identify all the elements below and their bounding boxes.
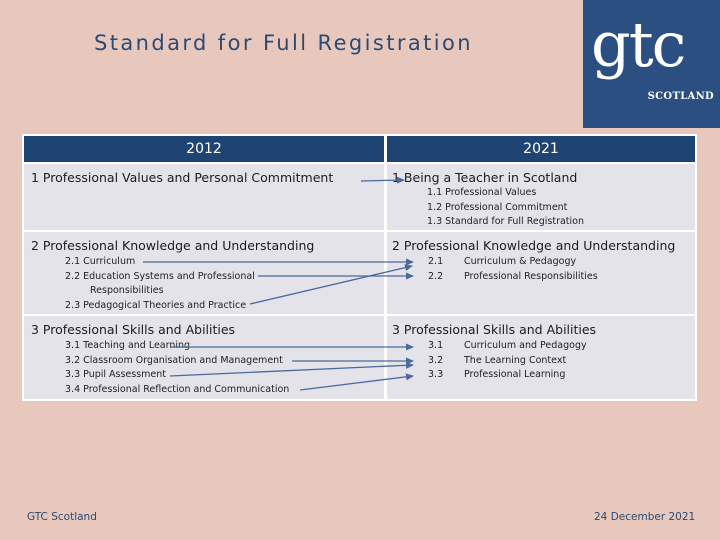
- list-item: 3.3 Pupil Assessment: [65, 369, 167, 380]
- row1-right-title: 1 Being a Teacher in Scotland: [392, 170, 578, 185]
- footer-date: 24 December 2021: [594, 511, 696, 523]
- row3-left-items: [65, 339, 289, 397]
- row3-left-title: 3 Professional Skills and Abilities: [31, 322, 236, 337]
- list-item: Responsibilities: [90, 285, 164, 296]
- row2-right-title: 2 Professional Knowledge and Understanding: [392, 238, 676, 253]
- item-text: Professional Responsibilities: [464, 270, 598, 282]
- list-item: 3.1 Teaching and Learning: [65, 340, 191, 351]
- list-item: 3.2 Classroom Organisation and Management: [65, 354, 283, 366]
- list-item: 2.1 Curriculum: [65, 256, 136, 267]
- gtc-scotland-logo: [583, 0, 720, 128]
- item-number: 3.1: [428, 340, 444, 351]
- item-text: Curriculum and Pedagogy: [464, 340, 587, 351]
- list-item: 1.2 Professional Commitment: [427, 201, 568, 213]
- list-item: 1.3 Standard for Full Registration: [427, 216, 585, 227]
- row3-right-cell: [387, 316, 695, 399]
- item-number: 2.1: [428, 256, 444, 267]
- row3-right-title: 3 Professional Skills and Abilities: [392, 322, 597, 337]
- header-2021: 2021: [387, 136, 695, 162]
- row2-left-title: 2 Professional Knowledge and Understanding: [31, 238, 315, 253]
- list-item: 1.1 Professional Values: [427, 187, 537, 198]
- item-text: Curriculum & Pedagogy: [464, 256, 577, 267]
- item-number: 2.2: [428, 270, 444, 282]
- row2-left-cell: [24, 232, 384, 314]
- row1-right-items: [427, 186, 584, 230]
- row2-right-numbers: [428, 255, 443, 284]
- row2-right-texts: [464, 255, 598, 284]
- row3-right-texts: [464, 339, 587, 383]
- list-item: 3.4 Professional Reflection and Communication: [65, 383, 290, 395]
- list-item: 2.2 Education Systems and Professional: [65, 270, 255, 282]
- header-2012: 2012: [24, 136, 384, 162]
- row2-left-items: [65, 255, 255, 313]
- footer-organisation: GTC Scotland: [27, 511, 97, 523]
- item-text: Professional Learning: [464, 369, 566, 380]
- item-number: 3.3: [428, 369, 444, 380]
- row1-right-cell: [387, 164, 695, 230]
- row3-right-numbers: [428, 339, 443, 383]
- row1-left-title: 1 Professional Values and Personal Commitment: [31, 170, 334, 185]
- row2-right-cell: [387, 232, 695, 314]
- row3-left-cell: [24, 316, 384, 399]
- slide-title: Standard for Full Registration: [94, 31, 473, 55]
- logo-wordmark: gtc: [591, 8, 685, 81]
- comparison-table: [22, 134, 697, 401]
- row1-left-cell: [24, 164, 384, 230]
- item-text: The Learning Context: [464, 354, 567, 366]
- logo-subtitle: SCOTLAND: [647, 91, 714, 102]
- list-item: 2.3 Pedagogical Theories and Practice: [65, 299, 247, 311]
- item-number: 3.2: [428, 354, 444, 366]
